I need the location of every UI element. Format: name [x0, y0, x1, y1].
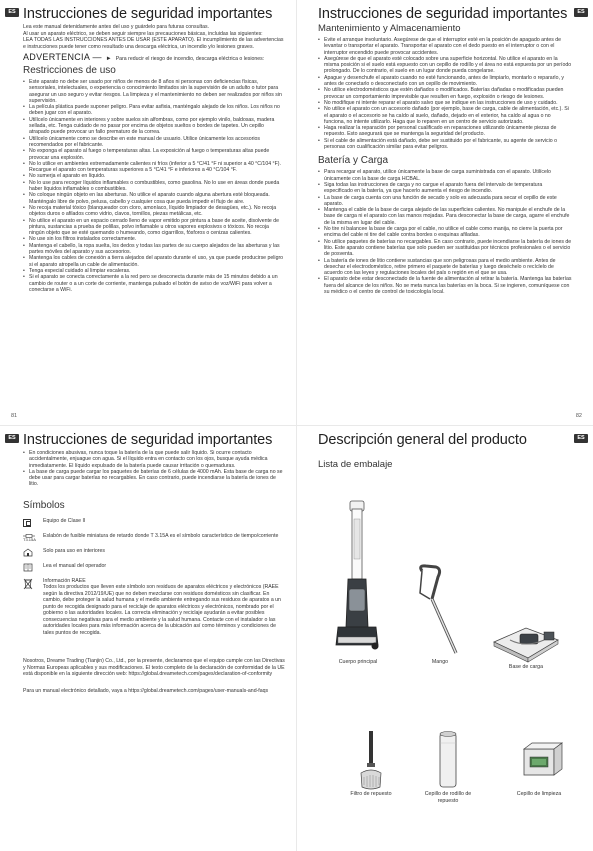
fuse-icon-label: T3.15A — [23, 536, 36, 542]
list-item: • No sumerja el aparato en líquido. — [23, 173, 285, 179]
list-item: • Mantenga los cables de conexión a tierra alejados del aparato durante el uso, ya que puede producirse peligro si el aparato atropella un cable de alimentación. — [23, 255, 285, 268]
item-name: Cuerpo principal — [338, 659, 378, 665]
page-number: 81 — [11, 413, 18, 419]
list-item: • Utilícelo únicamente en interiores y sobre suelos sin alfombras, como por ejemplo vinilo, baldosas, madera sellada, etc. Tenga cuidado de no pasar por encima de objetos sueltos o bordes de tapetes. Un cepillo atrapado puede provocar un fallo prematuro de la correa. — [23, 117, 285, 136]
list-item: • Este aparato no debe ser usado por niños de menos de 8 años ni personas con deficiencias físicas, sensoriales, intelectuales, o experiencia o conocimiento limitados sin la supervisión de un adulto o tutor para asegurar un uso seguro y evitar riesgos. La limpieza y el mantenimiento no deben ser realizados por niños sin supervisión. — [23, 79, 285, 104]
list-item: • La base de carga puede cargar los paquetes de baterías de 6 células de 4000 mAh. Esta base de carga no se debe usar para cargar baterías no recargables. En caso contrario, puede incendiarse la batería de iones de litio. — [23, 469, 285, 488]
list-item: • Tenga especial cuidado al limpiar escaleras. — [23, 268, 285, 274]
warning-text: Para reducir el riesgo de incendio, descarga eléctrica o lesiones: — [115, 56, 265, 62]
manual-page-81 — [0, 0, 296, 425]
item-name: Filtro de repuesto — [350, 791, 392, 797]
cleaning-brush-icon — [504, 729, 574, 791]
manual-page-symbols — [0, 426, 296, 851]
list-item: • Mantenga el cabello, la ropa suelta, los dedos y todas las partes de su cuerpo alejados de las aberturas y las partes móviles del aparato y sus accesorios. — [23, 243, 285, 256]
weee-bin-icon — [23, 578, 43, 590]
indoor-use-icon — [23, 548, 43, 558]
intro-paragraph: LEA TODAS LAS INSTRUCCIONES ANTES DE USAR (ESTE APARATO). El incumplimiento de las advertencias e instrucciones puede tener como resultado una descarga eléctrica, un incendio y/o lesiones graves. — [23, 37, 284, 50]
page-title: Descripción general del producto — [318, 432, 527, 448]
list-item: • Siga todas las instrucciones de carga y no cargue el aparato fuera del intervalo de temperatura especificado en la batería, ya que hacerlo aumenta el riesgo de incendio. — [318, 182, 572, 195]
item-name: Cepillo de rodillo de repuesto — [424, 791, 472, 804]
warning-heading: ADVERTENCIA — — [23, 52, 102, 62]
symbol-description: Equipo de Clase II — [43, 517, 86, 524]
read-manual-icon — [23, 563, 43, 573]
handle-icon — [410, 563, 470, 659]
page-title: Instrucciones de seguridad importantes — [318, 6, 568, 22]
list-item: • No utilice electrodomésticos que estén dañados o modificados. Baterías dañadas o modificadas pueden provocar un comportamiento imprevisible que resulten en fuego, explosión o riesgo de lesiones. — [318, 87, 572, 100]
page-content — [23, 433, 285, 837]
section-heading: Símbolos — [23, 499, 65, 511]
bullet-list — [318, 169, 572, 295]
manual-link-text: Para un manual electrónico detallado, vaya a https://global.dreametech.com/pages/user-manuals-and-faqs — [23, 687, 269, 694]
manual-page-82 — [297, 0, 593, 425]
list-item: • No utilice el aparato con un accesorio dañado (por ejemplo, base de carga, cable de alimentación, etc.). Si el aparato o el accesorio se ha caído al suelo, dañado, dejado en el exterior, ha caído al agua o no funciona, no intente utilizarlo. Haga que lo reparen en un centro de servicio autorizado. — [318, 106, 572, 125]
symbol-row — [23, 578, 285, 637]
section-heading: Batería y Carga — [318, 155, 389, 167]
spare-filter-icon — [336, 729, 406, 791]
declaration-text: Nosotros, Dreame Trading (Tianjin) Co., Ltd., por la presente, declaramos que el equipo cumple con las Directivas y Normas Europeas aplicables y sus modificaciones. El texto completo de la declaración de conformidad de la UE está disponible en la siguiente dirección web: https://global.dreametech.com/pages/declaration-of-conformity — [23, 658, 285, 678]
symbol-row — [23, 533, 285, 543]
list-item: • Utilícelo únicamente como se describe en este manual de usuario. Utilice únicamente los accesorios recomendados por el fabricante. — [23, 136, 285, 149]
list-item: • Para recargar el aparato, utilice únicamente la base de carga suministrada con el aparato. Utilícelo únicamente con la base de carga HCBAL. — [318, 169, 572, 182]
list-item: • La base de carga cuenta con una función de secado y solo es adecuada para secar el cepillo de este aparato. — [318, 195, 572, 208]
list-item: • El aparato debe estar desconectado de la fuente de alimentación al retirar la batería. Mantenga las baterías fuera del alcance de los niños. No se meta nunca las baterías en la boca. Si se ingieren, comuníquese con su médico o el centro de control de toxicología local. — [318, 276, 572, 295]
symbol-row — [23, 518, 285, 528]
list-item: • No exponga el aparato al fuego o temperaturas altas. La exposición al fuego o temperaturas altas puede provocar una explosión. — [23, 148, 285, 161]
symbol-description: Solo para uso en interiores — [43, 547, 105, 554]
list-item: • No coloque ningún objeto en las aberturas. No utilice el aparato cuando alguna abertura esté bloqueada. Manténgalo libre de polvo, pelusa, cabello y cualquier cosa que pueda impedir el flujo de aire. — [23, 192, 285, 205]
list-item: • No utilice paquetes de baterías no recargables. En caso contrario, puede incendiarse la batería de iones de litio. Este aparato contiene baterías que solo pueden ser sustituidas por técnicos profesionales o el servicio de posventa. — [318, 239, 572, 258]
page-title: Instrucciones de seguridad importantes — [23, 6, 273, 22]
bullet-list — [23, 79, 285, 293]
list-item: • No modifique ni intente reparar el aparato salvo que se indique en las instrucciones de uso y cuidado. — [318, 100, 572, 106]
list-item: • La batería de iones de litio contiene sustancias que son peligrosas para el medio ambiente. Antes de desechar el electrodoméstico, retire primero el paquete de baterías y luego deséchelo o recíclelo de acuerdo con las leyes y regulaciones locales del país o región en el que se usa. — [318, 258, 572, 277]
item-name: Base de carga — [508, 664, 544, 670]
language-tag: ES — [5, 8, 19, 17]
class-ii-icon — [23, 518, 43, 528]
list-item: • No tire ni balancee la base de carga por el cable, no utilice el cable como manija, no cierre la puerta por encima del cable ni tire del cable contra bordes o esquinas afiladas. — [318, 226, 572, 239]
fuse-icon — [23, 533, 43, 543]
symbol-description: Información RAEE Todos los productos que lleven este símbolo son residuos de aparatos eléctricos y electrónicos (RAEE según la directiva 2012/19/UE) que no deben mezclarse con residuos domésticos sin clasificar. En cambio, debe proteger la salud humana y el medio ambiente entregando sus residuos de aparatos a un punto de recogida designado para el reciclaje de aparatos eléctricos y electrónicos, nombrado por el gobierno o las autoridades locales. La correcta eliminación y reciclaje ayudarán a evitar posibles consecuencias negativas para el medio ambiente y la salud humana. Contacte con el instalador o las autoridades locales para más información acerca de la ubicación así como términos y condiciones de tales puntos de recogida. — [43, 577, 281, 636]
symbol-description: Eslabón de fusible miniatura de retardo donde T 3.15A es el símbolo característico de tiempo/corriente — [43, 532, 279, 539]
list-item: • No lo use para recoger líquidos inflamables o combustibles, como gasolina. No lo use en áreas donde pueda haber líquidos inflamables o combustibles. — [23, 180, 285, 193]
list-item: • No recoja material tóxico (blanqueador con cloro, amoníaco, líquido limpiador de desagües, etc.). No recoja objetos duros o afilados como vidrio, clavos, tornillos, piezas metálicas, etc. — [23, 205, 285, 218]
page-content — [318, 7, 572, 411]
charging-base-icon — [486, 618, 566, 664]
intro-block — [23, 24, 285, 50]
symbol-description: Lea el manual del operador — [43, 562, 107, 569]
language-tag: ES — [5, 434, 19, 443]
list-item: • No use sin los filtros instalados correctamente. — [23, 236, 285, 242]
package-item — [318, 499, 398, 666]
list-item: • Apague y desenchufe el aparato cuando no esté funcionando, antes de limpiarlo, montarlo o repararlo, y antes de conectarlo o desconectarlo con un cepillo de movimiento. — [318, 75, 572, 88]
item-name: Mango — [431, 659, 449, 665]
page-number: 82 — [575, 413, 582, 419]
intro-paragraph: Al usar un aparato eléctrico, se deben seguir siempre las precauciones básicas, incluidas las siguientes: — [23, 30, 263, 37]
symbol-row — [23, 563, 285, 573]
list-item: • Evite el arranque involuntario. Asegúrese de que el interruptor esté en la posición de apagado antes de levantar o transportar el aparato. Transportar el aparato con el dedo puesto en el interruptor o con el interruptor encendido puede provocar accidentes. — [318, 37, 572, 56]
page-subtitle: Mantenimiento y Almacenamiento — [318, 23, 461, 34]
list-item: • Mantenga el cable de la base de carga alejado de las superficies calientes. No manipule el enchufe de la base de carga ni el aparato con las manos mojadas. Para desconectar la base de carga, agarre el enchufe de la misma en lugar del cable. — [318, 207, 572, 226]
package-item — [418, 729, 478, 804]
bullet-list — [23, 450, 285, 488]
package-item — [486, 618, 566, 671]
language-tag: ES — [574, 8, 588, 17]
intro-paragraph: Lea este manual detenidamente antes del uso y guárdelo para futuras consultas. — [23, 24, 210, 30]
package-item — [410, 563, 470, 666]
list-item: • Si el cable de alimentación está dañado, debe ser sustituido por el fabricante, su agente de servicio o personas con cualificación similar para evitar peligros. — [318, 138, 572, 151]
list-item: • No utilice el aparato en un espacio cerrado lleno de vapor emitido por pintura a base de aceite, disolvente de pintura, sustancias a prueba de polillas, polvo inflamable u otros vapores explosivos o tóxicos. No recoja ningún objeto que se esté quemando o humeando, como cigarrillos, fósforos o cenizas calientes. — [23, 218, 285, 237]
package-item — [336, 729, 406, 798]
spare-roller-brush-icon — [418, 729, 478, 791]
vacuum-main-body-icon — [318, 499, 398, 659]
bullet-list — [318, 37, 572, 150]
list-item: • La película plástica puede suponer peligro. Para evitar asfixia, manténgalo alejado de los niños. Los niños no deben jugar con el aparato. — [23, 104, 285, 117]
page-subtitle: Lista de embalaje — [318, 459, 393, 470]
symbol-row — [23, 548, 285, 558]
item-name: Cepillo de limpieza — [516, 791, 562, 797]
list-item: • Asegúrese de que el aparato esté colocado sobre una superficie horizontal. No utilice el aparato en la misma posición si el suelo está expuesto con un cepillo de rodillo y el área no está expuesta por un período prolongado. De lo contrario, el suelo en un lugar donde pueda congelarse. — [318, 56, 572, 75]
language-tag: ES — [574, 434, 588, 443]
list-item: • Haga realizar la reparación por personal cualificado en reparaciones utilizando únicamente piezas de repuesto. Esto asegurará que se mantenga la seguridad del producto. — [318, 125, 572, 138]
list-item: • No lo utilice en ambientes extremadamente calientes ni fríos (inferior a 5 °C/41 °F ni superior a 40 °C/104 °F). Recargue el aparato con temperaturas superiores a 5 °C/41 °F e inferiores a 40 °C/104 °F. — [23, 161, 285, 174]
arrow-icon: ► — [105, 56, 112, 62]
page-content — [318, 433, 572, 837]
package-item — [504, 729, 574, 798]
list-item: • En condiciones abusivas, nunca toque la batería de la que puede salir líquido. Si ocurre contacto accidentalmente, enjuague con agua. Si el líquido entra en contacto con los ojos, busque ayuda médica inmediatamente. El líquido expulsado de la batería puede causar irritación o quemaduras. — [23, 450, 285, 469]
page-content — [23, 7, 285, 411]
product-overview-page — [297, 426, 593, 851]
section-heading: Restricciones de uso — [23, 65, 116, 76]
list-item: • Si el aparato se conecta correctamente a la red pero se desconecta durante más de 15 minutos debido a un cambio de router o a un corte de corriente, mantenga pulsado el botón de aviso de voz/WiFi para volver a conectarse a WiFi. — [23, 274, 285, 293]
page-title: Instrucciones de seguridad importantes — [23, 432, 273, 448]
warning-row — [23, 52, 285, 62]
